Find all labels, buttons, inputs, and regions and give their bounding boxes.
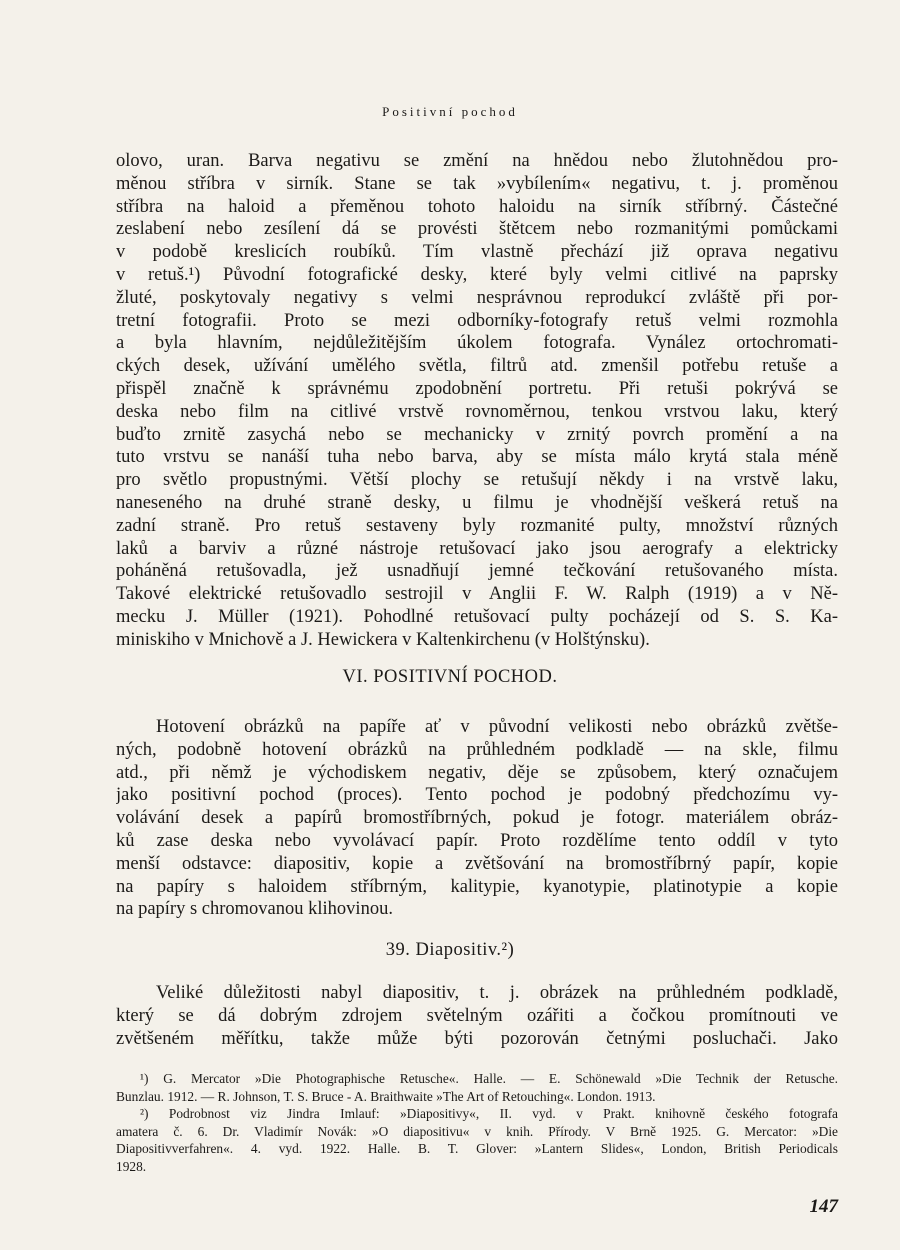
text-line: ckých desek, užívání umělého světla, filtrů atd. zmenšil potřebu retuše a xyxy=(116,356,838,377)
footnote-line: ²) Podrobnost viz Jindra Imlauf: »Diapositivy«, II. vyd. v Prakt. knihovně českého fotografa xyxy=(140,1106,838,1121)
text-line: v podobě kreslicích roubíků. Tím vlastně přechází již oprava negativu xyxy=(116,242,838,263)
footnote-line: ¹) G. Mercator »Die Photographische Retusche«. Halle. — E. Schönewald »Die Technik der Retusche. xyxy=(140,1071,838,1086)
text-line: v retuš.¹) Původní fotografické desky, které byly velmi citlivé na paprsky xyxy=(116,264,838,285)
footnotes xyxy=(116,1070,838,1175)
paragraph-diapositive xyxy=(116,982,838,1050)
footnote-line: Diapositivverfahren«. 4. vyd. 1922. Halle. B. T. Glover: »Lantern Slides«, London, British Periodicals xyxy=(116,1141,838,1156)
subsection-heading: 39. Diapositiv.²) xyxy=(385,940,515,960)
text-line: tretní fotografii. Proto se mezi odborníky-fotografy retuš velmi rozmohla xyxy=(116,310,838,331)
paragraph-positive-process xyxy=(116,716,838,921)
text-line: buďto zrnitě zasychá nebo se mechanicky v zrnitý povrch promění a na xyxy=(116,424,838,445)
text-line: Takové elektrické retušovadlo sestrojil v Anglii F. W. Ralph (1919) a v Ně- xyxy=(116,584,838,605)
text-line: mecku J. Müller (1921). Pohodlné retušovací pulty pocházejí od S. S. Ka- xyxy=(116,606,838,627)
text-line: naneseného na druhé straně desky, u filmu je vhodnější veškerá retuš na xyxy=(116,492,838,513)
text-line: Hotovení obrázků na papíře ať v původní velikosti nebo obrázků zvětše- xyxy=(156,717,838,737)
text-line: a byla hlavním, nejdůležitějším úkolem fotografa. Vynález ortochromati- xyxy=(116,333,838,354)
running-head: Positivní pochod xyxy=(382,104,518,119)
text-line: přispěl značně k správnému zpodobnění portretu. Při retuši pokrývá se xyxy=(116,378,838,399)
text-line: stříbra na haloid a přeměnou tohoto haloidu na sirník stříbrný. Částečné xyxy=(116,196,838,217)
text-line: pro světlo propustnými. Větší plochy se retušují někdy i na vrstvě laku, xyxy=(116,470,838,491)
text-line: tuto vrstvu se nanáší tuha nebo barva, aby se místa málo krytá stala méně xyxy=(116,447,838,468)
text-line: zeslabení nebo zesílení dá se provésti štětcem nebo rozmanitými pomůckami xyxy=(116,219,838,240)
footnote-line: Bunzlau. 1912. — R. Johnson, T. S. Bruce - A. Braithwaite »The Art of Retouching«. London. 1913. xyxy=(116,1088,656,1104)
text-line: atd., při němž je východiskem negativ, děje se způsobem, který označujem xyxy=(116,762,838,783)
footnote-line: amatera č. 6. Dr. Vladimír Novák: »O diapositivu« v knih. Přírody. V Brně 1925. G. Mercator: »Die xyxy=(116,1123,838,1139)
text-line: olovo, uran. Barva negativu se změní na hnědou nebo žlutohnědou pro- xyxy=(116,151,838,171)
text-line: laků a barviv a různé nástroje retušovací jako jsou aerografy a elektricky xyxy=(116,538,838,559)
section-heading: VI. POSITIVNÍ POCHOD. xyxy=(342,667,558,687)
page-number: 147 xyxy=(809,1196,838,1217)
text-line: který se dá dobrým zdrojem světelným ozářiti a čočkou promítnouti ve xyxy=(116,1005,838,1026)
text-line: zadní straně. Pro retuš sestaveny byly rozmanité pulty, množství různých xyxy=(116,515,838,536)
footnote-line: 1928. xyxy=(116,1158,147,1174)
text-line: ných, podobně hotovení obrázků na průhledném podkladě — na skle, filmu xyxy=(116,739,838,760)
text-line: menší odstavce: diapositiv, kopie a zvětšování na bromostříbrný papír, kopie xyxy=(116,853,838,874)
text-line: deska nebo film na citlivé vrstvě rovnoměrnou, tenkou vrstvou laku, který xyxy=(116,401,838,422)
paragraph-retouching xyxy=(116,150,838,652)
text-line: na papíry s chromovanou klihovinou. xyxy=(116,899,393,920)
text-line: měnou stříbra v sirník. Stane se tak »vybílením« negativu, t. j. proměnou xyxy=(116,173,838,194)
text-line: volávání desek a papírů bromostříbrných, pokud je fotogr. materiálem obráz- xyxy=(116,808,838,829)
text-line: ků zase deska nebo vyvolávací papír. Proto rozdělíme tento oddíl v tyto xyxy=(116,830,838,851)
text-line: jako positivní pochod (proces). Tento pochod je podobný předchozímu vy- xyxy=(116,785,838,806)
text-line: poháněná retušovadla, jež usnadňují jemné tečkování retušovaného místa. xyxy=(116,561,838,582)
text-line: zvětšeném měřítku, takže může býti pozorován četnými posluchači. Jako xyxy=(116,1028,838,1049)
text-line: žluté, poskytovaly negativy s velmi nesprávnou reprodukcí zvláště při por- xyxy=(116,287,838,308)
text-line: miniskiho v Mnichově a J. Hewickera v Kaltenkirchenu (v Holštýnsku). xyxy=(116,629,650,650)
text-line: na papíry s haloidem stříbrným, kalitypie, kyanotypie, platinotypie a kopie xyxy=(116,876,838,897)
text-line: Veliké důležitosti nabyl diapositiv, t. j. obrázek na průhledném podkladě, xyxy=(156,983,838,1003)
